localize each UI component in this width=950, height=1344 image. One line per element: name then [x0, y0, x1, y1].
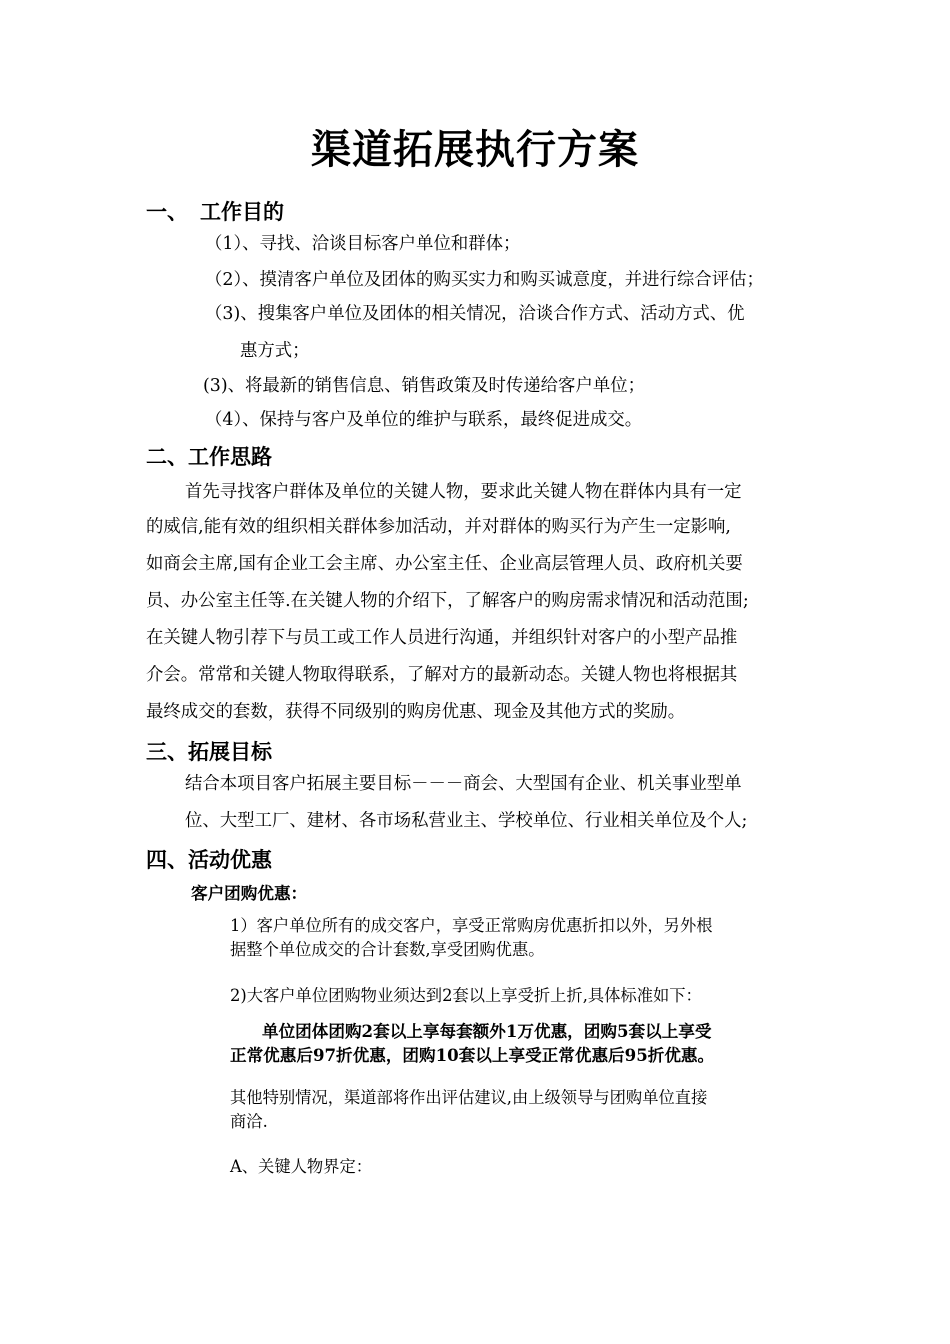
special-case-line-2: 商洽. — [230, 1112, 268, 1131]
section-2-line-1: 首先寻找客户群体及单位的关键人物，要求此关键人物在群体内具有一定 — [185, 482, 742, 502]
section-2-line-5: 在关键人物引荐下与员工或工作人员进行沟通，并组织针对客户的小型产品推 — [146, 628, 738, 648]
group-discount-para-2: 2)大客户单位团购物业须达到2套以上享受折上折,具体标准如下： — [230, 986, 702, 1005]
section-4-subheading: 客户团购优惠： — [191, 883, 308, 903]
section-1-number: 一、 — [146, 199, 188, 224]
section-1-item-1: （1）、寻找、洽谈目标客户单位和群体； — [205, 234, 521, 254]
key-person-definition: A、关键人物界定： — [230, 1157, 373, 1176]
document-title: 渠道拓展执行方案 — [311, 126, 639, 173]
section-1-item-3: （3)、搜集客户单位及团体的相关情况，洽谈合作方式、活动方式、优 — [205, 304, 745, 324]
section-2-line-3: 如商会主席,国有企业工会主席、办公室主任、企业高层管理人员、政府机关要 — [146, 554, 743, 574]
section-2-line-4: 员、办公室主任等.在关键人物的介绍下，了解客户的购房需求情况和活动范围; — [146, 591, 749, 611]
section-1-heading: 工作目的 — [200, 199, 284, 224]
section-2-line-7: 最终成交的套数，获得不同级别的购房优惠、现金及其他方式的奖励。 — [146, 702, 686, 722]
section-3-line-2: 位、大型工厂、建材、各市场私营业主、学校单位、行业相关单位及个人; — [185, 811, 748, 831]
group-discount-para-1-line-2: 据整个单位成交的合计套数,享受团购优惠。 — [230, 940, 545, 959]
section-4-heading: 四、活动优惠 — [146, 847, 272, 872]
section-1-item-2: （2）、摸清客户单位及团体的购买实力和购买诚意度，并进行综合评估； — [205, 270, 764, 290]
section-2-heading: 二、工作思路 — [146, 444, 272, 469]
section-3-heading: 三、拓展目标 — [146, 739, 272, 764]
section-1-item-5: （4）、保持与客户及单位的维护与联系，最终促进成交。 — [205, 410, 643, 430]
discount-standard-line-2: 正常优惠后97折优惠，团购10套以上享受正常优惠后95折优惠。 — [230, 1045, 715, 1065]
section-1-item-4: (3)、将最新的销售信息、销售政策及时传递给客户单位； — [203, 376, 646, 396]
discount-standard-line-1: 单位团体团购2套以上享每套额外1万优惠，团购5套以上享受 — [262, 1021, 712, 1041]
group-discount-para-1-line-1: 1）客户单位所有的成交客户，享受正常购房优惠折扣以外，另外根 — [230, 916, 713, 935]
section-3-line-1: 结合本项目客户拓展主要目标－－－商会、大型国有企业、机关事业型单 — [185, 774, 742, 794]
special-case-line-1: 其他特别情况，渠道部将作出评估建议,由上级领导与团购单位直接 — [230, 1088, 708, 1107]
section-2-line-2: 的威信,能有效的组织相关群体参加活动，并对群体的购买行为产生一定影响, — [146, 517, 731, 537]
section-1-item-3-cont: 惠方式； — [240, 341, 310, 361]
section-2-line-6: 介会。常常和关键人物取得联系，了解对方的最新动态。关键人物也将根据其 — [146, 665, 738, 685]
